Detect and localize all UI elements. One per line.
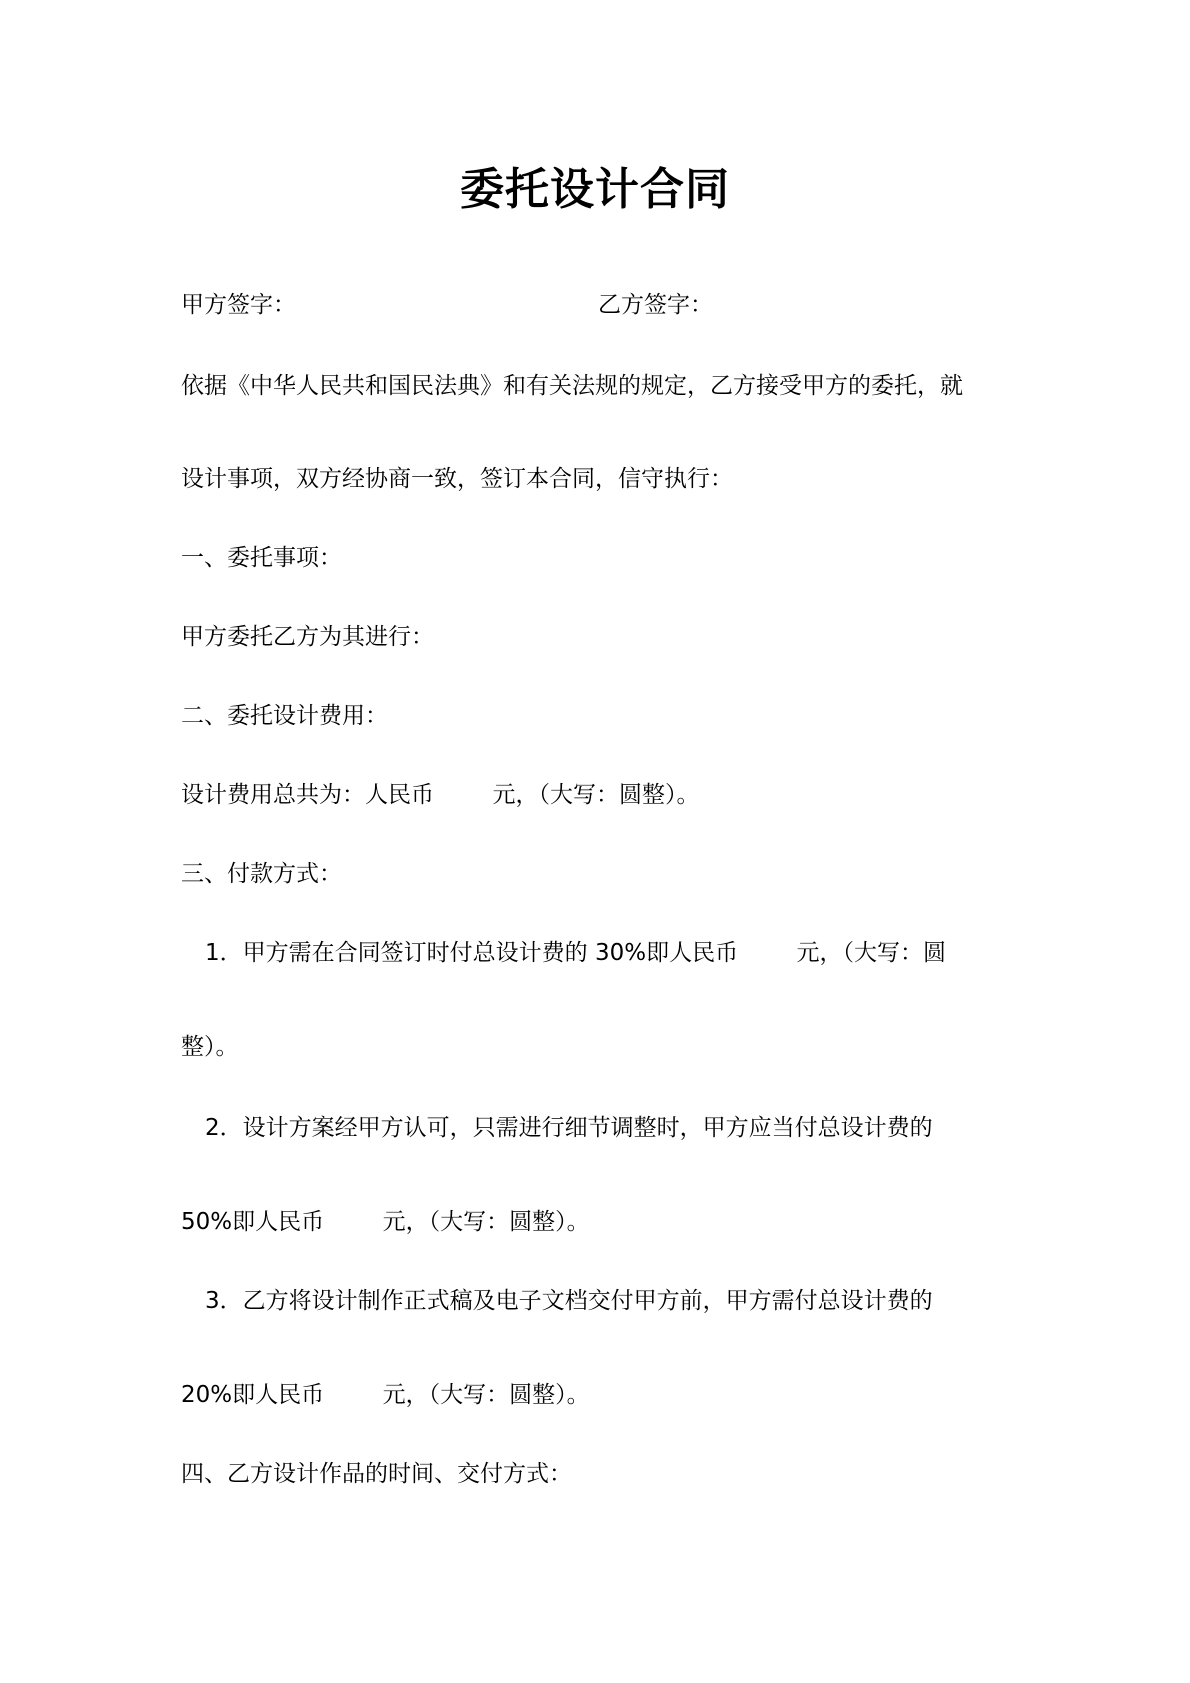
section-heading-1: 一、委托事项： (181, 545, 342, 571)
payment-item-1-line-1: 1．甲方需在合同签订时付总设计费的 30%即人民币 元，（大写：圆 (205, 940, 947, 966)
payment-item-2-line-2: 50%即人民币 元，（大写：圆整）。 (181, 1209, 590, 1235)
section-heading-3: 三、付款方式： (181, 861, 342, 887)
payment-item-3-line-2: 20%即人民币 元，（大写：圆整）。 (181, 1382, 590, 1408)
document-title: 委托设计合同 (460, 164, 730, 215)
paragraph-intro-line-1: 依据《中华人民共和国民法典》和有关法规的规定，乙方接受甲方的委托，就 (181, 373, 963, 399)
payment-item-1-line-2: 整）。 (181, 1034, 239, 1060)
party-a-signature-label: 甲方签字： (181, 292, 296, 318)
payment-item-2-line-1: 2．设计方案经甲方认可，只需进行细节调整时，甲方应当付总设计费的 (205, 1115, 933, 1141)
section-heading-2: 二、委托设计费用： (181, 703, 388, 729)
payment-item-3-line-1: 3．乙方将设计制作正式稿及电子文档交付甲方前，甲方需付总设计费的 (205, 1288, 933, 1314)
paragraph-entrust-matter: 甲方委托乙方为其进行： (181, 624, 434, 650)
section-heading-4: 四、乙方设计作品的时间、交付方式： (181, 1461, 572, 1487)
paragraph-intro-line-2: 设计事项，双方经协商一致，签订本合同，信守执行： (181, 466, 733, 492)
paragraph-total-fee: 设计费用总共为：人民币 元，（大写：圆整）。 (181, 782, 700, 808)
party-b-signature-label: 乙方签字： (598, 292, 713, 318)
